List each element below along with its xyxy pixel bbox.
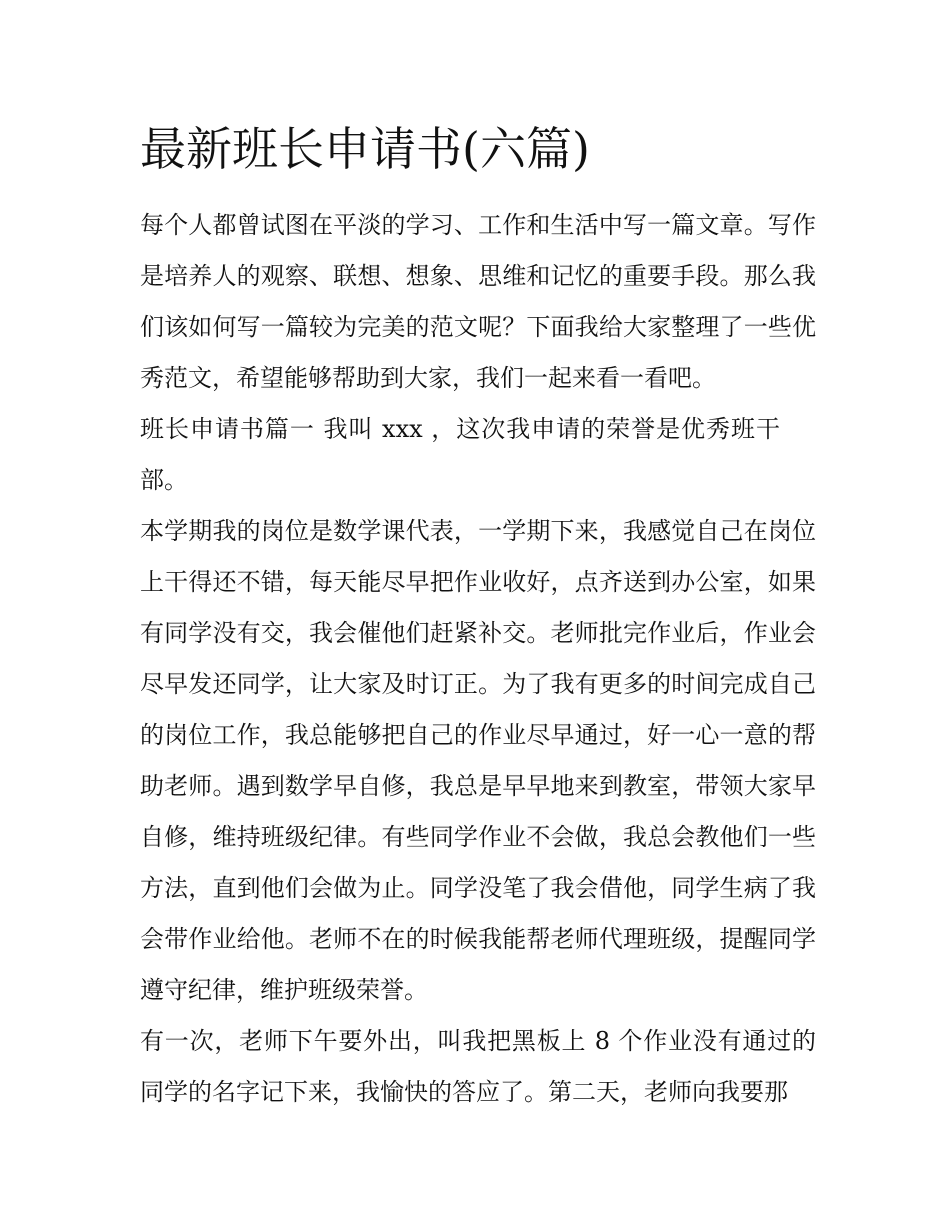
intro-paragraph: 每个人都曾试图在平淡的学习、工作和生活中写一篇文章。写作是培养人的观察、联想、想象、思维和记忆的重要手段。那么我们该如何写一篇较为完美的范文呢？下面我给大家整理了一些优秀范文，希望能够帮助到大家，我们一起来看一看吧。: [140, 211, 816, 392]
document-body: [140, 118, 816, 1118]
body-paragraph: 有一次，老师下午要外出，叫我把黑板上 8 个作业没有通过的同学的名字记下来，我愉快的答应了。第二天，老师向我要那: [140, 1027, 816, 1106]
document-title: 最新班长申请书(六篇): [140, 122, 590, 176]
body-paragraph: 本学期我的岗位是数学课代表，一学期下来，我感觉自己在岗位上干得还不错，每天能尽早把作业收好，点齐送到办公室，如果有同学没有交，我会催他们赶紧补交。老师批完作业后，作业会尽早发还同学，让大家及时订正。为了我有更多的时间完成自己的岗位工作，我总能够把自己的作业尽早通过，好一心一意的帮助老师。遇到数学早自修，我总是早早地来到教室，带领大家早自修，维持班级纪律。有些同学作业不会做，我总会教他们一些方法，直到他们会做为止。同学没笔了我会借他，同学生病了我会带作业给他。老师不在的时候我能帮老师代理班级，提醒同学遵守纪律，维护班级荣誉。: [140, 517, 816, 1004]
section-one-heading-paragraph: 班长申请书篇一 我叫 xxx ，这次我申请的荣誉是优秀班干部。: [140, 415, 780, 494]
